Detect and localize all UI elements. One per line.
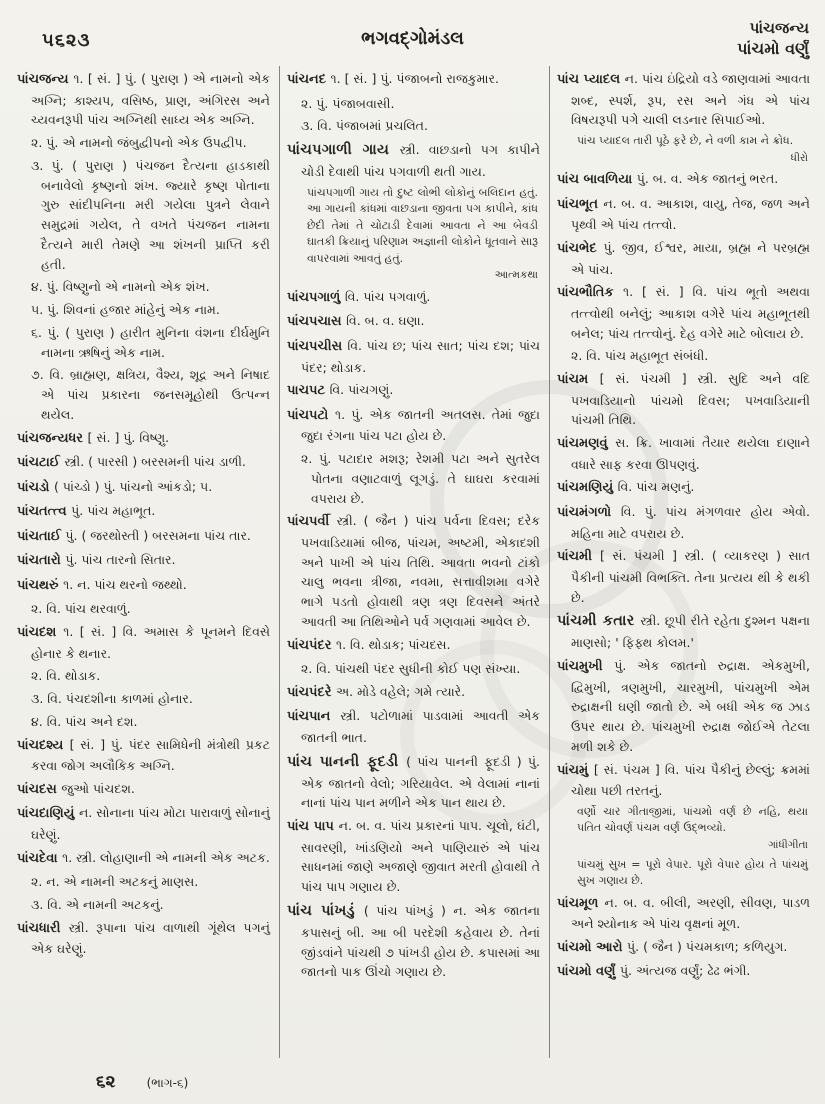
citation-note: પાંચમું સુખ = પૂરો વેપાર. પૂરો વેપાર હોય તે પાંચમું સુખ ગણાય છે. (577, 857, 808, 888)
entry-headword: પાંચપંદર (287, 637, 336, 653)
entry-sense: ૩. વિ. પંજાબમાં પ્રચલિત. (301, 118, 428, 134)
entry-definition: ૧. સ્ત્રી. લોહાણાની એ નામની એક અટક. (62, 849, 270, 865)
entry-sense: ૨. વિ. પાંચથી પંદર સુધીની કોઈ પણ સંખ્યા. (301, 661, 521, 677)
entry-headword: પાંચટાઈ (17, 455, 65, 471)
entry-definition: જુઓ પાંચદશ. (61, 780, 135, 796)
page-header (0, 18, 825, 66)
entry-definition: [ સં. ] પું. વિષ્ણુ. (87, 429, 170, 445)
entry-definition: પું. પાંચ મહાભૂત. (71, 503, 156, 519)
dictionary-entry (557, 477, 810, 499)
entry-headword: પાંચજન્યધર (17, 430, 88, 446)
entry-headword: પાંચમુખી (557, 658, 615, 674)
entry-sense: ૩. વિ. પંચદશીના કાળમાં હોનાર. (31, 691, 193, 707)
entry-definition: ૧. વિ. થોડાક; પાંચદસ. (335, 636, 451, 652)
entry-headword: પાંચ બાવળિયા (557, 172, 637, 188)
dictionary-entry (287, 287, 540, 309)
entry-definition: પું. એક જાતનો રુદ્રાક્ષ. એકમુખી, દ્વિમુખી, ત્રણમુખી, ચારમુખી, પાંચમુખી એમ રુદ્રાક્ષની ઘણી જાતો છે. એ બધી એક જ ઝાડ ઉપર થાય છે. પાંચમુખી રુદ્રાક્ષ જોઈએ તેટલા મળી શકે છે. (571, 657, 810, 754)
entry-definition: ૧. [ સં. ] વિ. અમાસ કે પૂનમને દિવસે હોનાર કે થનાર. (31, 624, 270, 661)
entry-headword: પાંચથરું (17, 577, 64, 593)
entry-definition: ૧. ન. પાંચ થરનો જથ્થો. (63, 576, 187, 592)
dictionary-entry (287, 405, 540, 446)
entry-definition: વિ. પાંચ મણનું. (617, 479, 695, 495)
entry-headword: પાંચતારો (17, 553, 66, 569)
dictionary-entry (287, 311, 540, 333)
entry-definition: [ સં. પંચમ ] વિ. પાંચ પૈકીનું છેલ્લું; ક્રમમાં ચોથા પછી તરતનું. (571, 761, 810, 799)
dictionary-entry (557, 610, 810, 653)
entry-headword: પાંચપટો (287, 407, 336, 423)
entry-headword: પાંચડો (17, 479, 54, 495)
entry-headword: પાંચપચાસ (287, 314, 347, 330)
dictionary-entry (557, 69, 810, 130)
guide-word-first: પાંચજન્ય (749, 19, 809, 37)
dictionary-entry (17, 735, 270, 776)
dictionary-entry (557, 937, 810, 959)
dictionary-entry (17, 526, 270, 548)
entry-sense: ૩. વિ. એ નામની અટકનું. (31, 896, 164, 912)
entry-sense: ૨. વિ. થોડાક. (31, 668, 101, 684)
entry-definition: ૧. [ સં. ] પું. પંજાબનો રાજકુમાર. (330, 71, 499, 86)
entry-definition: ૧. [ સં. ] વિ. પાંચ ભૂતો અથવા તત્ત્વોથી બનેલું; આકાશ વગેરે પાંચ મહાભૂતથી બનેલ; પાંચ તત્ત્વોનું. દેહ વગેરે માટે બોલાય છે. (571, 284, 810, 341)
entry-headword: પાંચ પાનની ફૂદડી (287, 753, 407, 770)
entry-sense: ૨. ન. એ નામની અટકનું માણસ. (31, 874, 199, 890)
entry-headword: પાંચધારી (17, 920, 69, 936)
entry-sense: ૨. વિ. પાંચ મહાભૂત સંબંધી. (571, 348, 709, 364)
text-columns (10, 66, 819, 1058)
citation-note: પાંચ પ્યાદલ તારી પૂઠે ફરે છે, ને વળી કામ ને ક્રોધ. ધીરો (577, 133, 808, 166)
entry-definition: સ્ત્રી. છૂપી રીતે રહેતા દુશ્મન પક્ષના માણસો; ' ફિફ્થ કોલમ.' (571, 613, 810, 651)
dictionary-entry (17, 550, 270, 572)
dictionary-entry (287, 816, 540, 897)
dictionary-entry (287, 751, 540, 813)
dictionary-entry (287, 69, 540, 91)
dictionary-entry (557, 282, 810, 343)
entry-sense: ૪. પું. વિષ્ણુનો એ નામનો એક શંખ. (31, 279, 210, 295)
entry-definition: ૧. [ સં. ] પું. ( પુરાણ ) એ નામનો એક અગ્નિ; કાશ્યપ, વસિષ્ઠ, પ્રાણ, અંગિરસ અને ચ્યવનરૂપી પાંચ અગ્નિથી સાધ્ય એક અગ્નિ. (31, 71, 270, 128)
entry-definition: [ સં. પંચમી ] સ્ત્રી. ( વ્યાકરણ ) સાત પૈકીની પાંચમી વિભક્તિ. તેના પ્રત્યય થી કે થકી છે. (571, 548, 811, 605)
entry-sense: ૩. પું. ( પુરાણ ) પંચજન દૈત્યના હાડકાથી બનાવેલો કૃષ્ણનો શંખ. જ્યારે કૃષ્ણ પોતાના ગુરુ સાંદીપનિના મરી ગયેલા પુત્રને લેવાને સમુદ્રમાં ગયેલ, તે વખતે પંચજન નામના દૈત્યને મારી તેમણે આ શંખની પ્રાપ્તિ કરી હતી. (31, 157, 270, 272)
dictionary-entry (287, 706, 540, 747)
dictionary-entry (17, 428, 270, 450)
dictionary-entry (17, 918, 270, 959)
dictionary-entry (287, 336, 540, 377)
entry-definition: સ્ત્રી. રૂપાના પાંચ વાળાથી ગૂંથેલ પગનું એક ઘરેણું. (31, 919, 270, 957)
entry-headword: પાંચપર્વી (287, 514, 337, 530)
entry-definition: વિ. પાંચગણું. (329, 382, 394, 398)
entry-headword: પાંચપાન (287, 709, 341, 725)
dictionary-entry (557, 760, 810, 801)
entry-headword: પાંચમો વર્ણું (557, 964, 620, 980)
dictionary-entry (17, 477, 270, 499)
entry-definition: પું. પાંચ તારનો સિતાર. (65, 552, 176, 568)
entry-definition: ૧. પું. એક જાતની અતલસ. તેમાં જુદા જુદા રંગના પાંચ પટા હોય છે. (301, 406, 540, 444)
dictionary-entry (17, 803, 270, 844)
entry-headword: પાંચદશ્ય (17, 737, 70, 753)
entry-definition: ( પાંચ્ડો ) પું. પાંચનો આંકડો; ૫. (53, 478, 213, 494)
dictionary-entry (17, 575, 270, 597)
entry-headword: પાંચદશ (17, 625, 64, 640)
entry-definition: પું. અંત્યજ વર્ણું; ઢેઢ ભંગી. (619, 963, 751, 979)
entry-definition: સ. ક્રિ. ખાવામાં તૈયાર થયેલા દાણાને વધારે સાફ કરવા ઊપણવું. (571, 435, 810, 472)
entry-headword: પાંચભૂત (557, 196, 604, 212)
entry-definition: વિ. બ. વ. ઘણા. (346, 313, 425, 329)
entry-definition: વિ. પાંચ પગવાળું. (344, 288, 431, 304)
column-2 (280, 66, 550, 1058)
entry-headword: પાંચ પ્યાદલ (557, 72, 625, 87)
entry-definition: ન. સોનાના પાંચ મોટા પારાવાળું સોનાનું ઘરેણું. (31, 805, 271, 842)
entry-sense: ૨. પું. પંજાબવાસી. (301, 95, 395, 111)
entry-headword: પાંચમું (557, 762, 594, 778)
entry-definition: પું. જીવ, ઈશ્વર, માયા, બ્રહ્મ ને પરબ્રહ્મ એ પાંચ. (571, 240, 810, 277)
dictionary-entry (17, 501, 270, 523)
entry-headword: પાંચમ (557, 372, 600, 388)
page-footer (96, 1072, 188, 1092)
entry-definition: ન. બ. વ. પાંચ પ્રકારનાં પાપ. ચૂલો, ઘંટી, સાવરણી, ખાંડણિયો અને પાણિયારું એ પાંચ સાધનમાં જાણે અજાણે જીવાત મરતી હોવાથી તે પાંચ પાપ ગણાય છે. (301, 818, 540, 895)
entry-sense: ૨. પું. પટાદાર મશરૂ; રેશમી પટા અને સુતરેલ પોતના વણાટવાળું લૂગડું. તે ઘાઘરા કરવામાં વપરાય છે. (301, 451, 540, 506)
dictionary-entry (557, 369, 810, 430)
dictionary-entry (557, 502, 810, 543)
entry-definition: વિ. પાંચ છ; પાંચ સાત; પાંચ દશ; પાંચ પંદર; થોડાક. (301, 338, 540, 375)
entry-headword: પાંચદસ (17, 781, 62, 797)
entry-headword: પાંચતત્ત્વ (17, 504, 72, 520)
entry-definition: પું. ( જરથોસ્તી ) બરસમના પાંચ તાર. (65, 527, 251, 543)
citation-note: પાંચપગાળી ગાય તો દુષ્ટ લોભી લોકોનું બલિદાન હતું. આ ગાયની કાંધમાં વાછડાના જીવતા પગ કાપીને, કાંધ છેદી તેમાં તે ચોટાડી દેવામાં આવતા ને આ બેવડી ઘાતકી ક્રિયાનું પરિણામ અજ્ઞાની લોકોને ધૂતવાને સારૂ વાપરવામાં આવતું હતું. આત્મકથા (307, 185, 538, 284)
entry-headword: પાંચમણિયું (557, 480, 618, 496)
entry-headword: પાંચમો આરો (557, 939, 628, 955)
entry-headword: પાંચમંગળો (557, 505, 621, 520)
entry-sense: ૭. વિ. બ્રાહ્મણ, ક્ષત્રિય, વૈશ્ય, શૂદ્ર અને નિષાદ એ પાંચ પ્રકારના જનસમૂહોથી ઉત્પન્ન થયેલ. (31, 367, 270, 422)
entry-definition: ( પાંચ પાનની ફૂદડી ) પું. એક જાતનો વેલો; ગરિયાવેલ. એ વેલામાં નાનાં નાનાં પાંચ પાન મળીને એક પાન થાય છે. (301, 753, 540, 811)
entry-headword: પાંચભેદ (557, 241, 604, 257)
citation-attribution: ધીરો (790, 151, 808, 164)
entry-definition: સ્ત્રી. વાછડાનો પગ કાપીને ચોડી દેવાથી પાંચ પગવાળી થતી ગાય. (301, 142, 540, 179)
dictionary-entry (17, 622, 270, 663)
entry-headword: પાંચપચીસ (287, 339, 348, 354)
entry-headword: પાંચભૌતિક (557, 285, 623, 301)
book-title: ભગવદ્ગોમંડલ (361, 28, 464, 49)
entry-headword: પાંચપગાળું (287, 289, 345, 305)
dictionary-entry (557, 433, 810, 474)
entry-definition: ( પાંચ પાંખડું ) ન. એક જાતના કપાસનું બી. આ બી પરદેશી કહેવાય છે. તેનાં જીંડવાંને પાંચથી ૭ પાંખડી હોય છે. કપાસમાં આ જાતનો પાક ઊંચો ગણાય છે. (301, 902, 540, 980)
column-1 (10, 66, 280, 1058)
entry-headword: પાંચમૂળ (557, 895, 605, 911)
entry-headword: પાંચદાણિયું (17, 806, 79, 822)
entry-headword: પાંચપંદરે (287, 684, 336, 700)
dictionary-entry (287, 635, 540, 657)
volume-page-number: ૬૨ (96, 1072, 116, 1092)
entry-definition: સ્ત્રી. ( જૈન ) પાંચ પર્વના દિવસ; દરેક પખવાડિયામાં બીજ, પાંચમ, અષ્ટમી, એકાદશી અને પાખી એ પાંચ તિથિ. આવતા ભવનો ટાંકો ચાલુ ભવના ત્રીજા, નવમા, સત્તાવીશમા વગેરે ભાગે પડતો હોવાથી ત્રણ ત્રણ દિવસને અંતરે આવતી આ તિથિઓને પર્વ ગણવામાં આવેલ છે. (301, 513, 540, 629)
guide-word-last: પાંચમો વર્ણું (737, 39, 809, 59)
dictionary-entry (557, 194, 810, 235)
dictionary-entry (287, 900, 540, 982)
dictionary-entry (17, 848, 270, 870)
dictionary-entry (557, 893, 810, 934)
entry-definition: ન. બ. વ. આકાશ, વાયુ, તેજ, જળ અને પૃથ્વી એ પાંચ તત્ત્વો. (571, 195, 810, 233)
dictionary-entry (557, 961, 810, 983)
entry-headword: પાંચનદ (287, 72, 331, 87)
dictionary-entry (287, 139, 540, 182)
citation-attribution: આત્મકથા (494, 269, 538, 282)
entry-sense: ૪. વિ. પાંચ અને દશ. (31, 713, 138, 729)
entry-definition: ન. બ. વ. બીલી, અરણી, સીવણ, પાડળ અને શ્યોનાક એ પાંચ વૃક્ષનાં મૂળ. (571, 894, 810, 932)
column-3 (550, 66, 819, 1058)
entry-definition: પું. બ. વ. એક જાતનું ભરત. (636, 171, 779, 187)
dictionary-entry (287, 380, 540, 402)
entry-definition: પું. ( જૈન ) પંચમકાળ; કળિયુગ. (627, 938, 788, 954)
dictionary-entry (17, 779, 270, 801)
dictionary-entry (557, 238, 810, 279)
entry-definition: ન. પાંચ ઇંદ્રિયો વડે જાણવામાં આવતા શબ્દ, સ્પર્શ, રૂપ, રસ અને ગંધ એ પાંચ વિષયરૂપી પગે ચાલી લડનાર સિપાઈઓ. (571, 71, 811, 128)
entry-headword: પાંચ પાંખડું (287, 902, 364, 919)
entry-headword: પાંચમી (557, 549, 601, 565)
entry-sense: ૨. પું. એ નામનો જંબુદ્વીપનો એક ઉપદ્વીપ. (31, 135, 247, 151)
dictionary-entry (287, 511, 540, 631)
entry-headword: પાંચજન્ય (17, 72, 74, 87)
entry-definition: સ્ત્રી. ( પારસી ) બરસમની પાંચ ડાળી. (64, 454, 246, 470)
citation-attribution: ગાંધીગીતા (768, 838, 808, 851)
entry-headword: પાંચદેવા (17, 850, 63, 866)
dictionary-entry (287, 682, 540, 704)
dictionary-entry (557, 169, 810, 191)
entry-sense: ૨. વિ. પાંચ થરવાળું. (31, 601, 131, 617)
entry-definition: અ. મોડે વહેલે; ગમે ત્યારે. (335, 683, 466, 699)
volume-part-label: (ભાગ-૬) (146, 1076, 189, 1090)
entry-headword: પાંચમી કતાર (557, 613, 641, 630)
dictionary-entry (557, 656, 810, 757)
entry-headword: પાંચ પાપ (287, 819, 339, 835)
page-number: ૫૬૨૩ (42, 30, 91, 51)
entry-definition: [ સં. ] પું. પંદર સામિધેની મંત્રોથી પ્રકટ કરવા જોગ અલૌકિક અગ્નિ. (31, 736, 270, 774)
entry-definition: [ સં. પંચમી ] સ્ત્રી. સુદિ અને વદિ પખવાડિયાનો પાંચમો દિવસ; પખવાડિયાની પાંચમી તિથિ. (571, 371, 810, 428)
guide-words (737, 18, 809, 60)
dictionary-entry (17, 452, 270, 474)
entry-definition: વિ. પું. પાંચ મંગળવાર હોય એવો. મહિના માટે વપરાય છે. (571, 504, 810, 541)
dictionary-entry (17, 69, 270, 130)
entry-headword: પાચપટ (287, 383, 330, 399)
entry-headword: પાંચમણવું (557, 436, 616, 452)
dictionary-entry (557, 546, 810, 607)
citation-note: વર્ણો ચાર ગીતાજીમાં, પાંચમો વર્ણ છે નહિ, થયા પતિત ચોવર્ણ પંચમ વર્ણ ઉદ્ભવ્યો. ગાંધીગીતા (577, 804, 808, 854)
entry-headword: પાંચપગાળી ગાય (287, 142, 400, 159)
entry-definition: સ્ત્રી. પટોળામાં પાડવામાં આવતી એક જાતની ભાત. (301, 708, 540, 745)
entry-sense: ૬. પું. ( પુરાણ ) હારીત મુનિના વંશના દીર્ઘમુનિ નામના ઋષિનું એક નામ. (31, 324, 270, 360)
entry-headword: પાંચતાઈ (17, 528, 66, 544)
entry-sense: ૫. પું. શિવનાં હજાર માંહેનું એક નામ. (31, 302, 220, 318)
